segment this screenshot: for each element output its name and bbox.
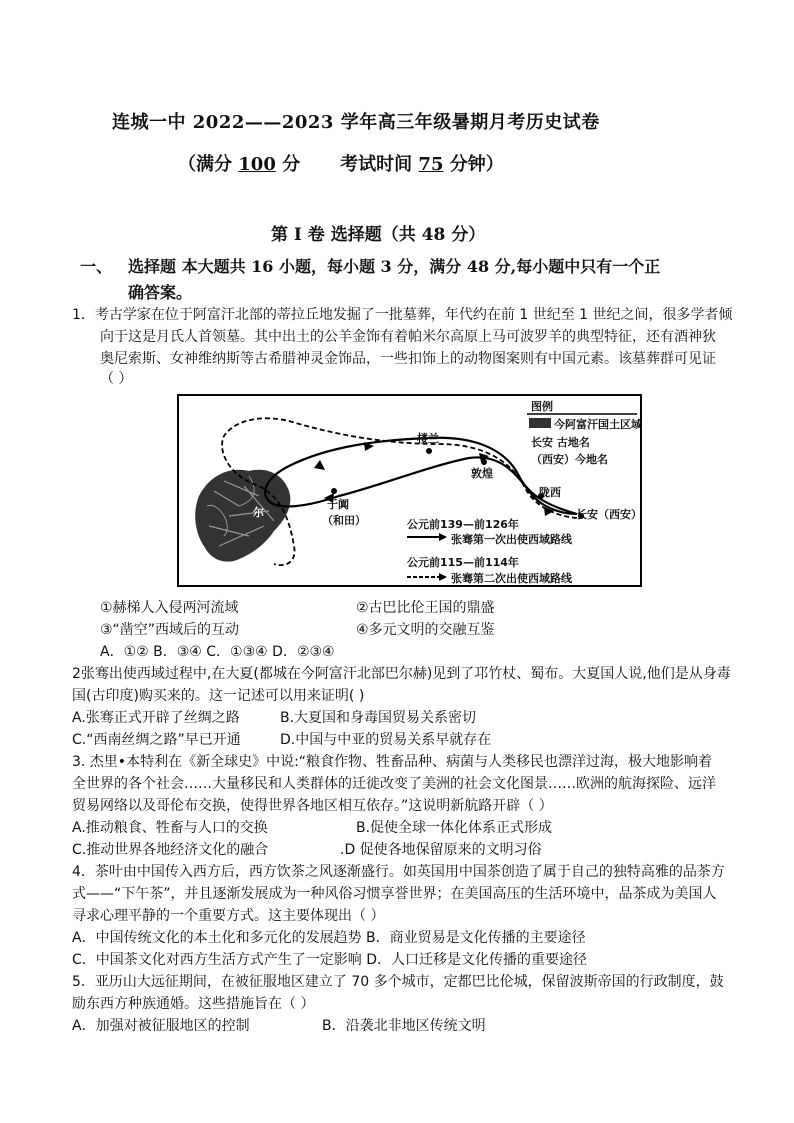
legend-area-label: 今阿富汗国土区域 — [554, 418, 642, 431]
legend-route1-name: 张骞第一次出使西域路线 — [451, 533, 572, 546]
time-prefix: 考试时间 — [340, 154, 419, 175]
legend-route1-arrow — [439, 533, 447, 541]
section-instruction-line1: 选择题 本大题共 16 小题，每小题 3 分，满分 48 分,每小题中只有一个正 — [128, 257, 661, 276]
q5-choice-a: A．加强对被征服地区的控制 — [72, 1018, 250, 1034]
section-number: 一、 — [80, 257, 113, 276]
label-yutian: 于阗 — [327, 498, 349, 511]
afghanistan-area-shape — [195, 470, 290, 562]
q2-choice-b: B.大夏国和身毒国贸易关系密切 — [280, 710, 477, 726]
label-changan: 长安（西安） — [576, 508, 642, 521]
section-instruction-line2: 确答案。 — [128, 283, 193, 302]
section-title: 第 I 卷 选择题（共 48 分） — [271, 225, 486, 245]
exam-subtitle — [178, 150, 504, 176]
legend-title: 图例 — [531, 400, 553, 413]
q1-option-4: ④多元文明的交融互鉴 — [356, 622, 495, 638]
zhang-qian-route-map — [177, 394, 642, 587]
label-longxi: 陇西 — [539, 486, 561, 499]
q3-choice-a: A.推动粮食、牲畜与人口的交换 — [72, 820, 268, 836]
q1-option-1: ①赫梯人入侵两河流域 — [100, 600, 239, 616]
city-yutian-dot — [331, 488, 337, 494]
route-arrow — [314, 460, 325, 470]
q4-stem-line1: 4．茶叶由中国传入西方后，西方饮茶之风逐渐盛行。如英国用中国茶创造了属于自己的独特高雅的品茶方 — [72, 864, 725, 880]
q2-choice-c: C.“西南丝绸之路”早已开通 — [72, 732, 241, 748]
legend-route1-date: 公元前139—前126年 — [407, 518, 519, 531]
q1-stem-line2: 向于这是月氏人首领墓。其中出土的公羊金饰有着帕米尔高原上马可波罗羊的典型特征，还有酒神狄 — [100, 329, 716, 345]
time-suffix: 分钟） — [443, 154, 504, 175]
legend-route2-name: 张骞第二次出使西域路线 — [451, 572, 572, 585]
label-dunhuang: 敦煌 — [471, 467, 493, 480]
label-hetian: （和田） — [322, 514, 366, 527]
score-prefix: （满分 — [178, 154, 239, 175]
q2-stem-line2: 国(古印度)购买来的。这一记述可以用来证明( ) — [72, 688, 365, 704]
q2-choice-d: D.中国与中亚的贸易关系早就存在 — [280, 732, 492, 748]
label-afghan-fragment: 尔 — [253, 506, 264, 519]
q5-stem-line2: 励东西方种族通婚。这些措施旨在（ ） — [72, 996, 315, 1012]
score-suffix: 分 — [275, 154, 301, 175]
q3-choice-d: .D 促使各地保留原来的文明习俗 — [340, 842, 542, 858]
legend-route2-arrow — [439, 573, 447, 581]
q2-choice-a: A.张骞正式开辟了丝绸之路 — [72, 710, 240, 726]
q3-stem-line1: 3. 杰里•本特利在《新全球史》中说:“粮食作物、牲畜品种、病菌与人类移民也漂洋过海，极大地影响着 — [72, 754, 713, 770]
q1-stem-line1: 1．考古学家在位于阿富汗北部的蒂拉丘地发掘了一批墓葬，年代约在前 1 世纪至 1 世纪之间，很多学者倾 — [72, 307, 733, 323]
q1-option-3: ③“凿空”西域后的互动 — [100, 622, 240, 638]
city-loulan-dot — [426, 448, 432, 454]
label-loulan: 楼兰 — [417, 432, 439, 445]
exam-title — [112, 108, 600, 134]
time-value: 75 — [418, 154, 444, 175]
q4-stem-line2: 式——“下午茶”，并且逐渐发展成为一种风俗习惯享誉世界；在美国高压的生活环境中，品茶成为美国人 — [72, 886, 717, 902]
q4-choices-cd: C．中国茶文化对西方生活方式产生了一定影响 D．人口迁移是文化传播的重要途径 — [72, 952, 588, 968]
legend-route2-date: 公元前115—前114年 — [407, 556, 519, 569]
q2-stem-line1: 2张骞出使西域过程中,在大夏(都城在今阿富汗北部巴尔赫)见到了邛竹杖、蜀布。大夏国人说,他们是从身毒 — [72, 666, 731, 682]
q4-choices-ab: A．中国传统文化的本土化和多元化的发展趋势 B．商业贸易是文化传播的主要途径 — [72, 930, 586, 946]
q5-choice-b: B．沿袭北非地区传统文明 — [322, 1018, 486, 1034]
q1-answer-blank: （ ） — [100, 371, 133, 387]
q1-option-2: ②古巴比伦王国的鼎盛 — [356, 600, 495, 616]
q1-choices: A．①② B．③④ C．①③④ D．②③④ — [100, 644, 335, 660]
q4-stem-line3: 寻求心理平静的一个重要方式。这主要体现出（ ） — [72, 908, 385, 924]
q3-stem-line2: 全世界的各个社会……大量移民和人类群体的迁徙改变了美洲的社会文化图景……欧洲的航海探险、远洋 — [72, 776, 716, 792]
legend-city-modern: （西安）今地名 — [531, 453, 608, 466]
q3-choice-c: C.推动世界各地经济文化的融合 — [72, 842, 269, 858]
legend-city-ancient: 长安 古地名 — [531, 436, 590, 449]
legend-area-swatch — [529, 418, 551, 428]
exam-title-text: 连城一中 2022——2023 学年高三年级暑期月考历史试卷 — [112, 112, 600, 133]
q1-stem-line3: 奥尼索斯、女神维纳斯等古希腊神灵金饰品，一些扣饰上的动物图案则有中国元素。该墓葬群可见证 — [100, 351, 716, 367]
score-value: 100 — [238, 154, 276, 175]
q5-stem-line1: 5．亚历山大远征期间，在被征服地区建立了 70 多个城市，定都巴比伦城，保留波斯帝国的行政制度，鼓 — [72, 974, 724, 990]
q3-stem-line3: 贸易网络以及哥伦布交换，使得世界各地区相互依存。”这说明新航路开辟（ ） — [72, 798, 553, 814]
q3-choice-b: B.促使全球一体化体系正式形成 — [356, 820, 553, 836]
